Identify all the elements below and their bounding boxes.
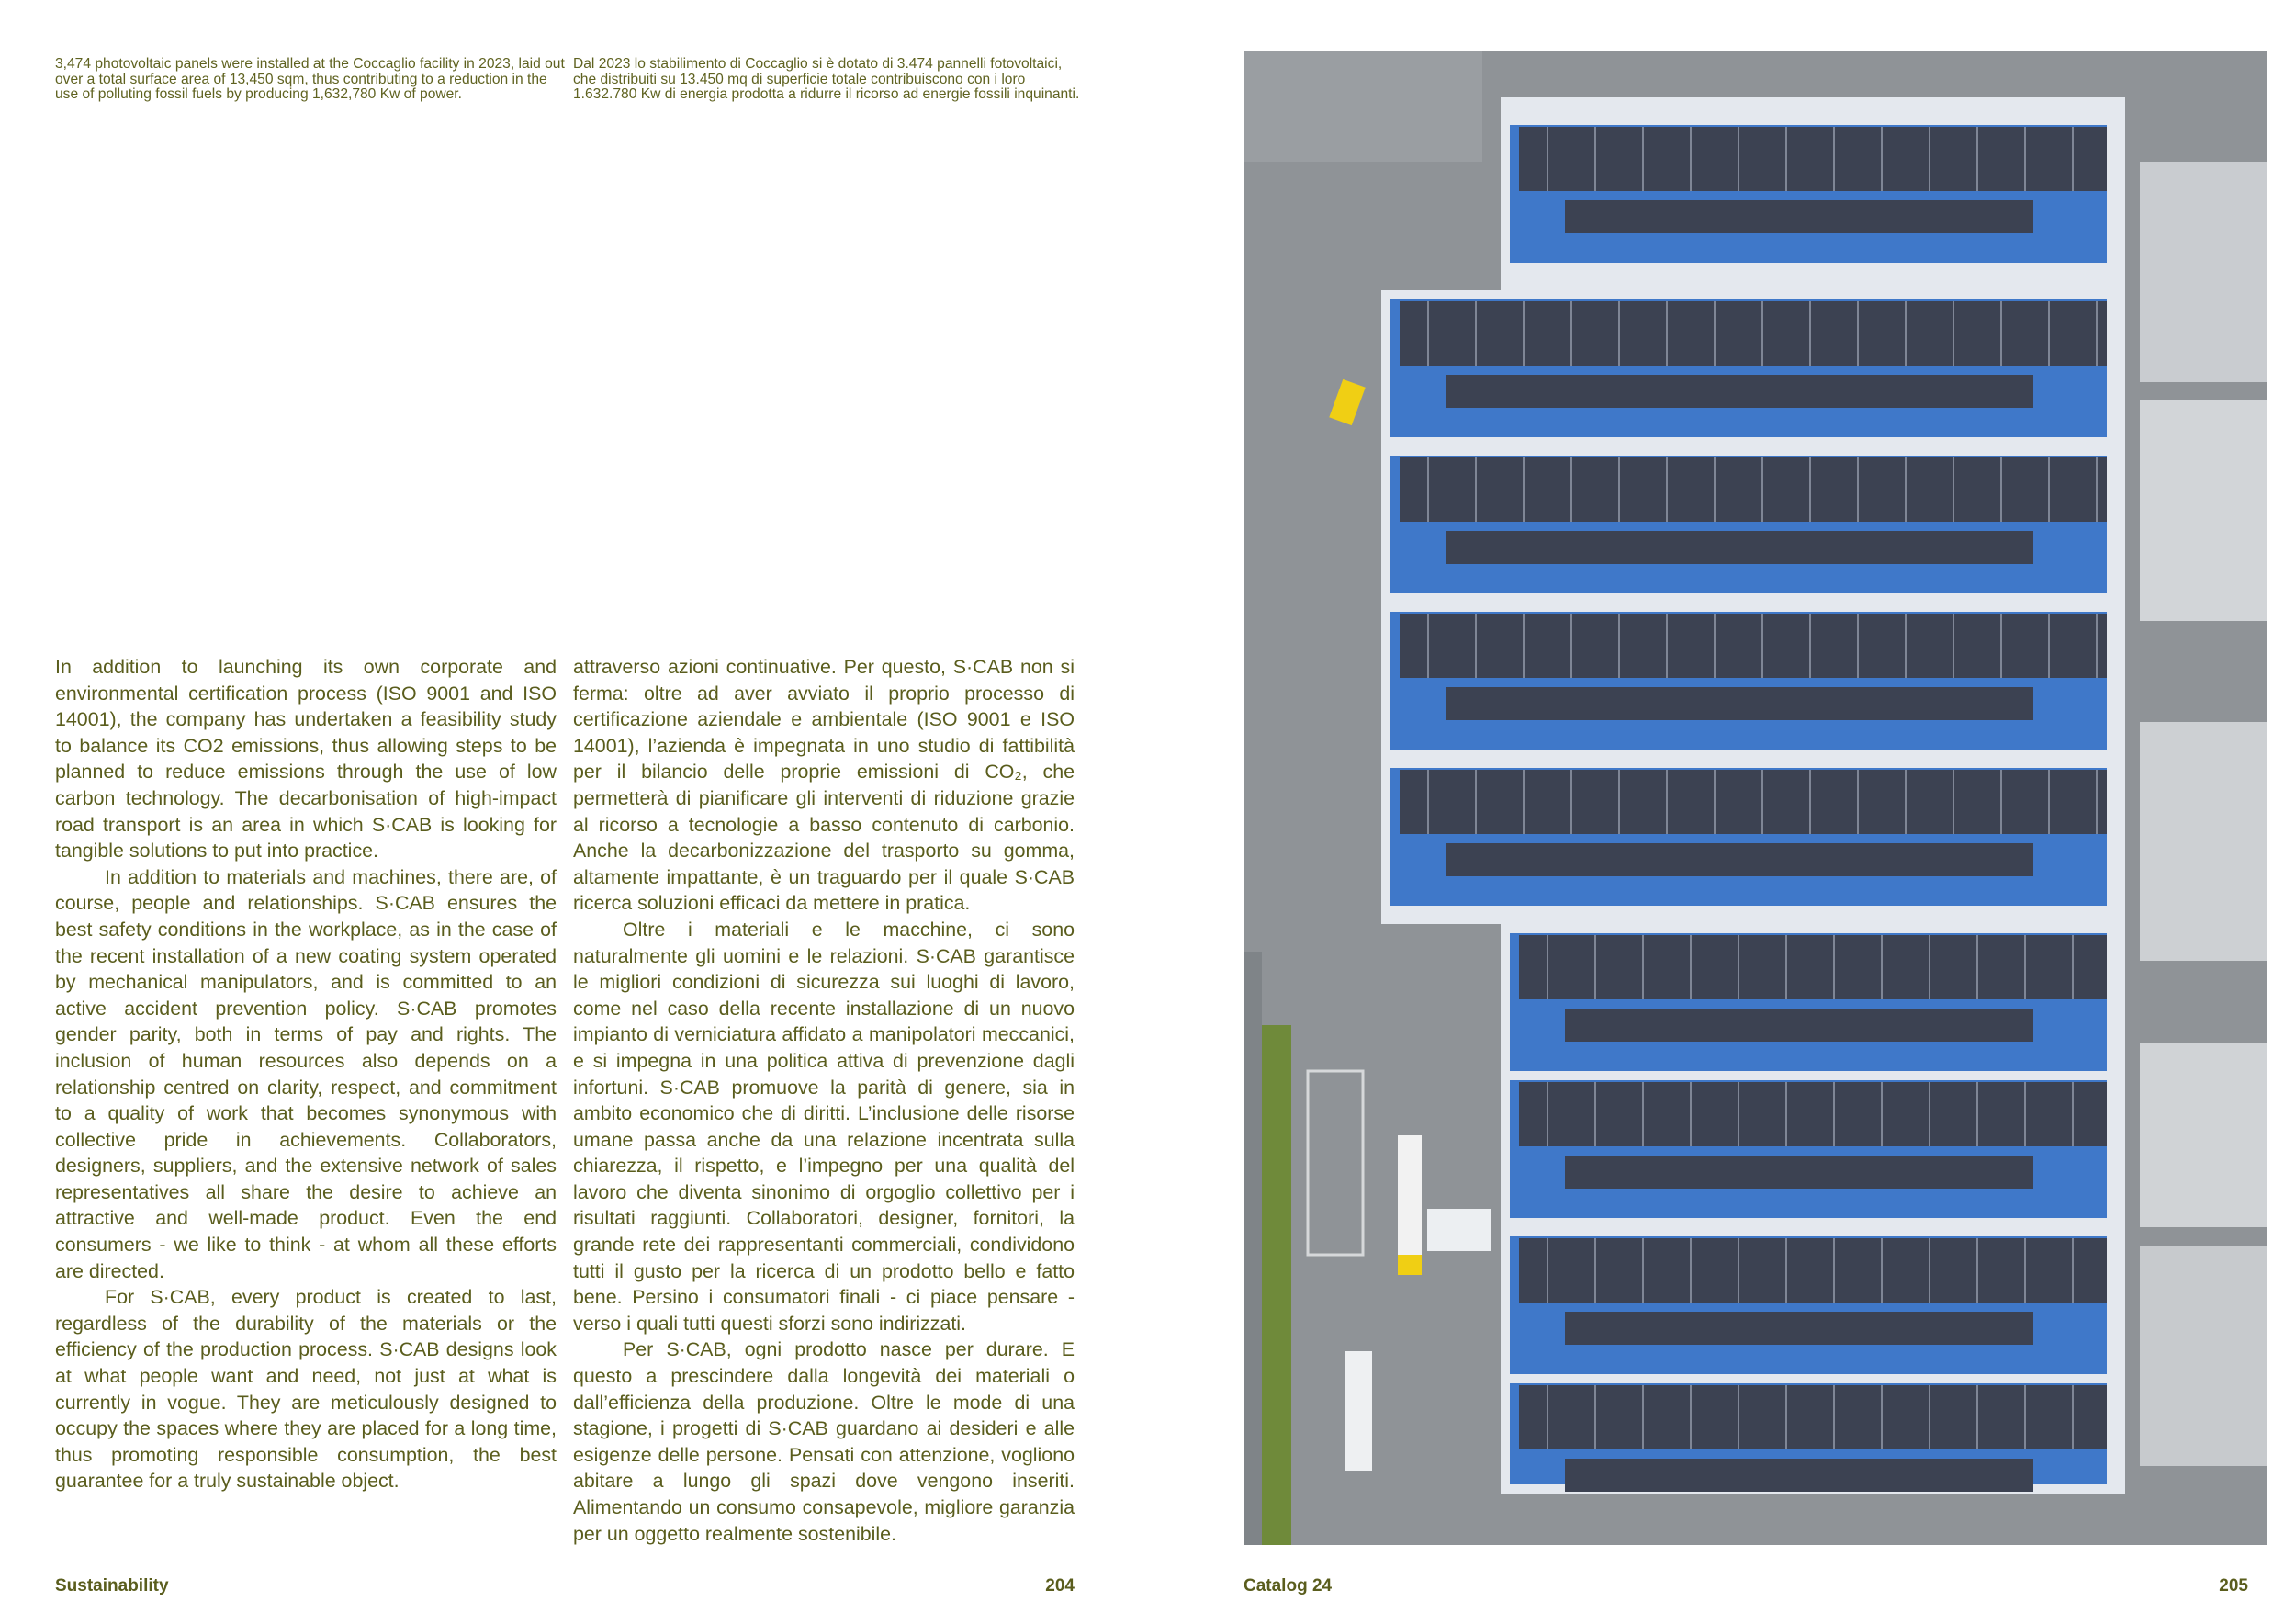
panel-grid-line <box>2096 614 2098 678</box>
solar-panel-row <box>1446 843 2033 876</box>
panel-grid-line <box>1905 301 1907 366</box>
road-edge <box>1244 952 1262 1545</box>
panel-grid-line <box>1666 301 1668 366</box>
panel-grid-line <box>1427 770 1429 834</box>
aerial-solar-roof-photo <box>1244 51 2267 1545</box>
panel-grid-line <box>2000 457 2002 522</box>
panel-grid-line <box>1976 127 1978 191</box>
panel-grid-line <box>1738 1385 1739 1449</box>
panel-grid-line <box>1690 1082 1692 1146</box>
panel-grid-line <box>1761 614 1763 678</box>
paragraph: In addition to materials and machines, there are, of course, people and relationships. S·CAB ensures the best safety conditions in the workplace, as in the case of the recent installation of a new coating system operated by mechanical manipulators, and is committed to an active accident prevention policy. S·CAB promotes gender parity, both in terms of pay and rights. The inclusion of human resources also depends on a relationship centred on clarity, respect, and commitment to a quality of work that becomes synonymous with collective pride in achievements. Collaborators, designers, suppliers, and the extensive network of sales representatives all share the desire to achieve an attractive and well-made product. Even the end consumers - we like to think - at whom all these efforts are directed. <box>55 865 557 1282</box>
page-number-left: 204 <box>1045 1576 1075 1596</box>
panel-grid-line <box>2048 457 2050 522</box>
panel-grid-line <box>1881 1238 1883 1303</box>
solar-panel-row <box>1519 1082 2107 1146</box>
panel-grid-line <box>1761 301 1763 366</box>
panel-grid-line <box>1547 1238 1548 1303</box>
photo-caption-italian: Dal 2023 lo stabilimento di Coccaglio si è dotato di 3.474 pannelli fotovoltaici, che distribuiti su 13.450 mq di superficie totale contribuiscono con i loro 1.632.780 Kw di energia prodotta a ridurre il ricorso ad energie fossili inquinanti. <box>573 56 1080 103</box>
parking-area <box>1244 51 1482 162</box>
panel-grid-line <box>1809 614 1811 678</box>
solar-panel-row <box>1519 127 2107 191</box>
panel-grid-line <box>1594 1238 1596 1303</box>
panel-grid-line <box>1547 935 1548 999</box>
panel-grid-line <box>1642 1082 1644 1146</box>
panel-grid-line <box>1714 770 1716 834</box>
panel-grid-line <box>1929 1238 1930 1303</box>
panel-grid-line <box>1690 935 1692 999</box>
panel-grid-line <box>2072 127 2074 191</box>
panel-grid-line <box>1785 127 1787 191</box>
solar-panel-row <box>1519 935 2107 999</box>
panel-grid-line <box>1523 301 1525 366</box>
panel-grid-line <box>1929 1385 1930 1449</box>
panel-grid-line <box>2024 935 2026 999</box>
panel-grid-line <box>1618 301 1620 366</box>
solar-roof-illustration <box>1244 51 2267 1545</box>
panel-grid-line <box>1690 1238 1692 1303</box>
panel-grid-line <box>1570 770 1572 834</box>
panel-grid-line <box>1881 1082 1883 1146</box>
panel-grid-line <box>2096 301 2098 366</box>
panel-grid-line <box>1738 935 1739 999</box>
solar-panel-row <box>1565 1009 2033 1042</box>
panel-grid-line <box>1690 127 1692 191</box>
trailer <box>1345 1351 1372 1471</box>
panel-grid-line <box>1570 614 1572 678</box>
panel-grid-line <box>1953 614 1954 678</box>
panel-grid-line <box>1905 614 1907 678</box>
solar-panel-row <box>1565 1459 2033 1492</box>
panel-grid-line <box>1881 935 1883 999</box>
panel-grid-line <box>2048 301 2050 366</box>
panel-grid-line <box>1833 127 1835 191</box>
panel-grid-line <box>2024 127 2026 191</box>
paragraph: attraverso azioni continuative. Per questo, S·CAB non si ferma: oltre ad aver avviato il proprio processo di certificazione aziendale e ambientale (ISO 9001 e ISO 14001), l’azienda è impegnata in uno studio di fattibilità per il bilancio delle proprie emissioni di CO₂, che permetterà di pianificare gli interventi di riduzione grazie al ricorso a tecnologie a basso contenuto di carbonio. Anche la decarbonizzazione del trasporto su gomma, altamente impattante, è un traguardo per il quale S·CAB ricerca soluzioni efficaci da mettere in pratica. <box>573 656 1075 915</box>
panel-grid-line <box>1594 1385 1596 1449</box>
panel-grid-line <box>1953 457 1954 522</box>
body-text-italian <box>573 654 1075 1547</box>
neighbour-roof <box>2140 1246 2267 1466</box>
panel-grid-line <box>1594 127 1596 191</box>
panel-grid-line <box>1618 457 1620 522</box>
panel-grid-line <box>1881 127 1883 191</box>
panel-grid-line <box>1761 457 1763 522</box>
panel-grid-line <box>2072 1385 2074 1449</box>
panel-grid-line <box>2000 614 2002 678</box>
solar-panel-row <box>1519 1385 2107 1449</box>
panel-grid-line <box>1594 1082 1596 1146</box>
panel-grid-line <box>1594 935 1596 999</box>
panel-grid-line <box>1714 301 1716 366</box>
panel-grid-line <box>1427 301 1429 366</box>
panel-grid-line <box>1929 935 1930 999</box>
panel-grid-line <box>1690 1385 1692 1449</box>
photo-caption-english: 3,474 photovoltaic panels were installed at the Coccaglio facility in 2023, laid out over a total surface area of 13,450 sqm, thus contributing to a reduction in the use of polluting fossil fuels by producing 1,632,780 Kw of power. <box>55 56 565 103</box>
panel-grid-line <box>1523 457 1525 522</box>
panel-grid-line <box>1976 1385 1978 1449</box>
panel-grid-line <box>1523 770 1525 834</box>
pallets <box>1427 1209 1491 1251</box>
section-title-left: Sustainability <box>55 1576 169 1596</box>
panel-grid-line <box>1809 301 1811 366</box>
panel-grid-line <box>1761 770 1763 834</box>
panel-grid-line <box>1523 614 1525 678</box>
neighbour-roof <box>2140 722 2267 961</box>
solar-panel-row <box>1565 200 2033 233</box>
panel-grid-line <box>1570 457 1572 522</box>
neighbour-roof <box>2140 1043 2267 1227</box>
panel-grid-line <box>1738 127 1739 191</box>
panel-grid-line <box>1809 457 1811 522</box>
truck-trailer <box>1398 1135 1422 1273</box>
panel-grid-line <box>1976 1238 1978 1303</box>
panel-grid-line <box>1475 770 1477 834</box>
panel-grid-line <box>1905 770 1907 834</box>
panel-grid-line <box>1475 457 1477 522</box>
panel-grid-line <box>1427 457 1429 522</box>
panel-grid-line <box>1666 457 1668 522</box>
panel-grid-line <box>1618 614 1620 678</box>
paragraph: In addition to launching its own corporate and environmental certification process (ISO 9001 and ISO 14001), the company has undertaken a feasibility study to balance its CO2 emissions, thus allowing steps to be planned to reduce emissions through the use of low carbon technology. The decarbonisation of high-impact road transport is an area in which S·CAB is looking for tangible solutions to put into practice. <box>55 656 557 863</box>
panel-grid-line <box>1857 770 1859 834</box>
panel-grid-line <box>1714 614 1716 678</box>
panel-grid-line <box>1785 1385 1787 1449</box>
body-text-english <box>55 654 557 1494</box>
panel-grid-line <box>1785 935 1787 999</box>
panel-grid-line <box>1976 1082 1978 1146</box>
panel-grid-line <box>1785 1082 1787 1146</box>
panel-grid-line <box>1833 1385 1835 1449</box>
panel-grid-line <box>2000 770 2002 834</box>
panel-grid-line <box>1547 127 1548 191</box>
panel-grid-line <box>1953 770 1954 834</box>
panel-grid-line <box>2096 770 2098 834</box>
panel-grid-line <box>1929 1082 1930 1146</box>
panel-grid-line <box>1618 770 1620 834</box>
panel-grid-line <box>1953 301 1954 366</box>
panel-grid-line <box>1833 935 1835 999</box>
panel-grid-line <box>1547 1385 1548 1449</box>
panel-grid-line <box>1929 127 1930 191</box>
panel-grid-line <box>1809 770 1811 834</box>
panel-grid-line <box>1738 1082 1739 1146</box>
panel-grid-line <box>1475 614 1477 678</box>
paragraph: For S·CAB, every product is created to last, regardless of the durability of the materials or the efficiency of the production process. S·CAB designs look at what people want and need, not just at what is currently in vogue. They are meticulously designed to occupy the spaces where they are placed for a long time, thus promoting responsible consumption, the best guarantee for a truly sustainable object. <box>55 1286 557 1493</box>
panel-grid-line <box>2024 1385 2026 1449</box>
panel-grid-line <box>2024 1082 2026 1146</box>
solar-panel-row <box>1446 375 2033 408</box>
solar-panel-row <box>1446 687 2033 720</box>
panel-grid-line <box>1857 301 1859 366</box>
solar-panel-row <box>1565 1156 2033 1189</box>
panel-grid-line <box>2048 614 2050 678</box>
page-number-right: 205 <box>2219 1576 2248 1596</box>
panel-grid-line <box>1642 1385 1644 1449</box>
panel-grid-line <box>2072 1238 2074 1303</box>
panel-grid-line <box>1857 457 1859 522</box>
paragraph: Oltre i materiali e le macchine, ci sono naturalmente gli uomini e le relazioni. S·CAB garantisce le migliori condizioni di sicurezza sui luoghi di lavoro, come nel caso della recente installazione di un nuovo impianto di verniciatura affidato a manipolatori meccanici, e si impegna in una politica attiva di prevenzione dagli infortuni. S·CAB promuove la parità di genere, sia in ambito economico che di diritti. L’inclusione delle risorse umane passa anche da una relazione incentrata sulla chiarezza, il rispetto, e l’impegno per una qualità del lavoro che diventa sinonimo di orgoglio collettivo per i risultati raggiunti. Collaboratori, designer, fornitori, la grande rete dei rappresentanti commerciali, condividono tutti il gusto per la ricerca di un prodotto bello e fatto bene. Persino i consumatori finali - ci piace pensare - verso i quali tutti questi sforzi sono indirizzati. <box>573 918 1075 1335</box>
panel-grid-line <box>2096 457 2098 522</box>
panel-grid-line <box>1475 301 1477 366</box>
panel-grid-line <box>1666 770 1668 834</box>
panel-grid-line <box>1881 1385 1883 1449</box>
truck-cab <box>1398 1255 1422 1275</box>
panel-grid-line <box>1785 1238 1787 1303</box>
panel-grid-line <box>1833 1238 1835 1303</box>
panel-grid-line <box>2000 301 2002 366</box>
solar-panel-row <box>1446 531 2033 564</box>
solar-panel-row <box>1519 1238 2107 1303</box>
panel-grid-line <box>1714 457 1716 522</box>
section-title-right: Catalog 24 <box>1244 1576 1333 1596</box>
panel-grid-line <box>1642 1238 1644 1303</box>
panel-grid-line <box>2024 1238 2026 1303</box>
panel-grid-line <box>1738 1238 1739 1303</box>
paragraph: Per S·CAB, ogni prodotto nasce per durare. E questo a prescindere dalla longevità dei materiali o dall’efficienza della produzione. Oltre le mode di una stagione, i progetti di S·CAB guardano ai desideri e alle esigenze delle persone. Pensati con attenzione, vogliono abitare a lungo gli spazi dove vengono inseriti. Alimentando un consumo consapevole, migliore garanzia per un oggetto realmente sostenibile. <box>573 1338 1075 1545</box>
panel-grid-line <box>1642 935 1644 999</box>
panel-grid-line <box>1427 614 1429 678</box>
panel-grid-line <box>1905 457 1907 522</box>
neighbour-roof <box>2140 400 2267 621</box>
solar-panel-row <box>1565 1312 2033 1345</box>
panel-grid-line <box>2072 1082 2074 1146</box>
panel-grid-line <box>1833 1082 1835 1146</box>
panel-grid-line <box>1666 614 1668 678</box>
panel-grid-line <box>1547 1082 1548 1146</box>
panel-grid-line <box>2048 770 2050 834</box>
neighbour-roof <box>2140 162 2267 382</box>
panel-grid-line <box>2072 935 2074 999</box>
panel-grid-line <box>1642 127 1644 191</box>
panel-grid-line <box>1570 301 1572 366</box>
panel-grid-line <box>1976 935 1978 999</box>
panel-grid-line <box>1857 614 1859 678</box>
